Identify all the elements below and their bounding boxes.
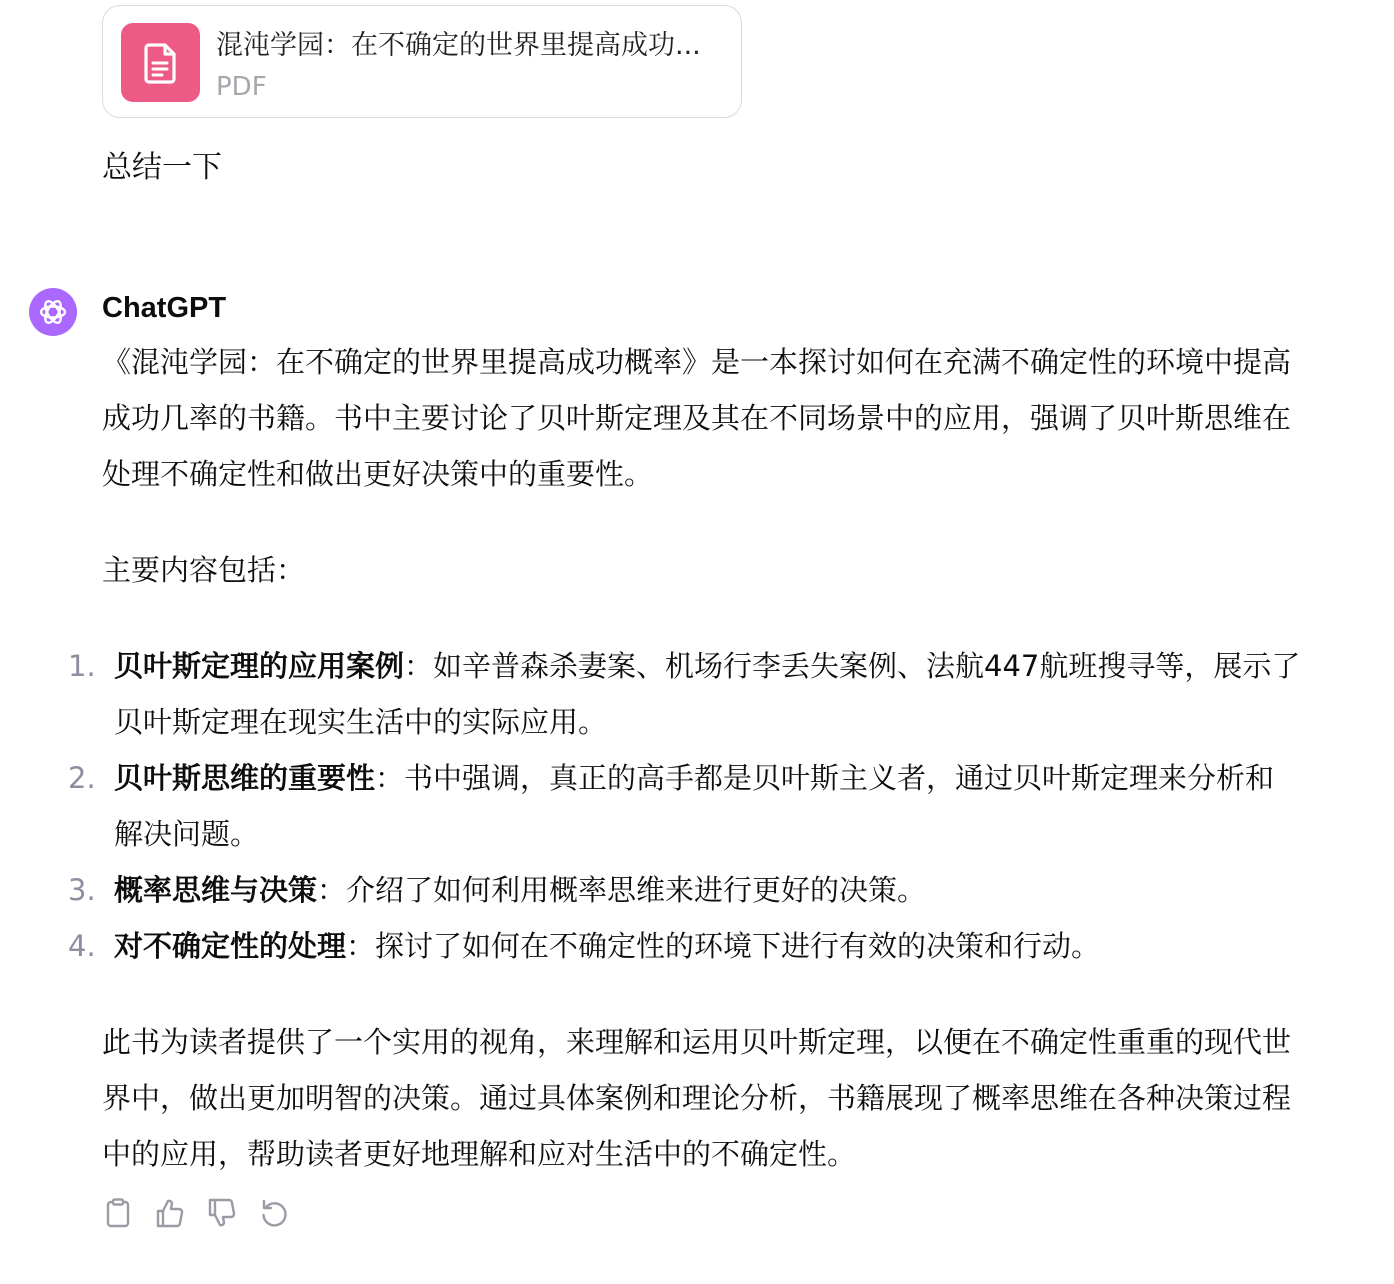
message-actions xyxy=(102,1195,290,1231)
list-item xyxy=(68,918,1302,974)
list-heading: 主要内容包括： xyxy=(102,553,306,587)
assistant-message xyxy=(68,334,1302,1182)
file-name: 混沌学园：在不确定的世界里提高成功... xyxy=(216,30,701,61)
list-item-text: ：探讨了如何在不确定性的环境下进行有效的决策和行动。 xyxy=(346,929,1101,963)
copy-button[interactable] xyxy=(102,1195,134,1231)
document-icon xyxy=(121,23,200,102)
list-number: 3. xyxy=(68,873,96,907)
list-number: 2. xyxy=(68,761,96,795)
list-item xyxy=(68,638,1302,750)
assistant-name: ChatGPT xyxy=(102,292,227,324)
answer-intro: 《混沌学园：在不确定的世界里提高成功概率》是一本探讨如何在充满不确定性的环境中提高成功几率的书籍。书中主要讨论了贝叶斯定理及其在不同场景中的应用，强调了贝叶斯思维在处理不确定性和做出更好决策中的重要性。 xyxy=(102,345,1292,491)
list-item-title: 贝叶斯思维的重要性 xyxy=(114,761,376,795)
thumbs-down-button[interactable] xyxy=(206,1195,238,1231)
list-number: 4. xyxy=(68,929,96,963)
thumbs-up-icon xyxy=(155,1197,185,1229)
list-item-title: 概率思维与决策 xyxy=(114,873,318,907)
list-item-text: ：介绍了如何利用概率思维来进行更好的决策。 xyxy=(317,873,927,907)
list-number: 1. xyxy=(68,649,96,683)
file-type: PDF xyxy=(216,72,267,102)
list-item xyxy=(68,862,1302,918)
user-message: 总结一下 xyxy=(102,150,222,185)
copy-icon xyxy=(104,1197,132,1229)
thumbs-down-icon xyxy=(207,1197,237,1229)
regenerate-icon xyxy=(258,1197,290,1229)
answer-conclusion: 此书为读者提供了一个实用的视角，来理解和运用贝叶斯定理，以便在不确定性重重的现代世界中，做出更加明智的决策。通过具体案例和理论分析，书籍展现了概率思维在各种决策过程中的应用，帮助读者更好地理解和应对生活中的不确定性。 xyxy=(102,1025,1292,1171)
list-item-text: ：书中强调，真正的高手都是贝叶斯主义者，通过贝叶斯定理来分析和解决问题。 xyxy=(114,761,1275,851)
list-item xyxy=(68,750,1302,862)
regenerate-button[interactable] xyxy=(258,1195,290,1231)
openai-logo-icon xyxy=(29,288,77,336)
file-attachment[interactable] xyxy=(102,5,742,118)
content-list xyxy=(68,638,1302,974)
list-item-title: 对不确定性的处理 xyxy=(114,929,347,963)
list-item-text: ：如辛普森杀妻案、机场行李丢失案例、法航447航班搜寻等，展示了贝叶斯定理在现实生活中的实际应用。 xyxy=(114,649,1301,739)
list-item-title: 贝叶斯定理的应用案例 xyxy=(114,649,405,683)
thumbs-up-button[interactable] xyxy=(154,1195,186,1231)
